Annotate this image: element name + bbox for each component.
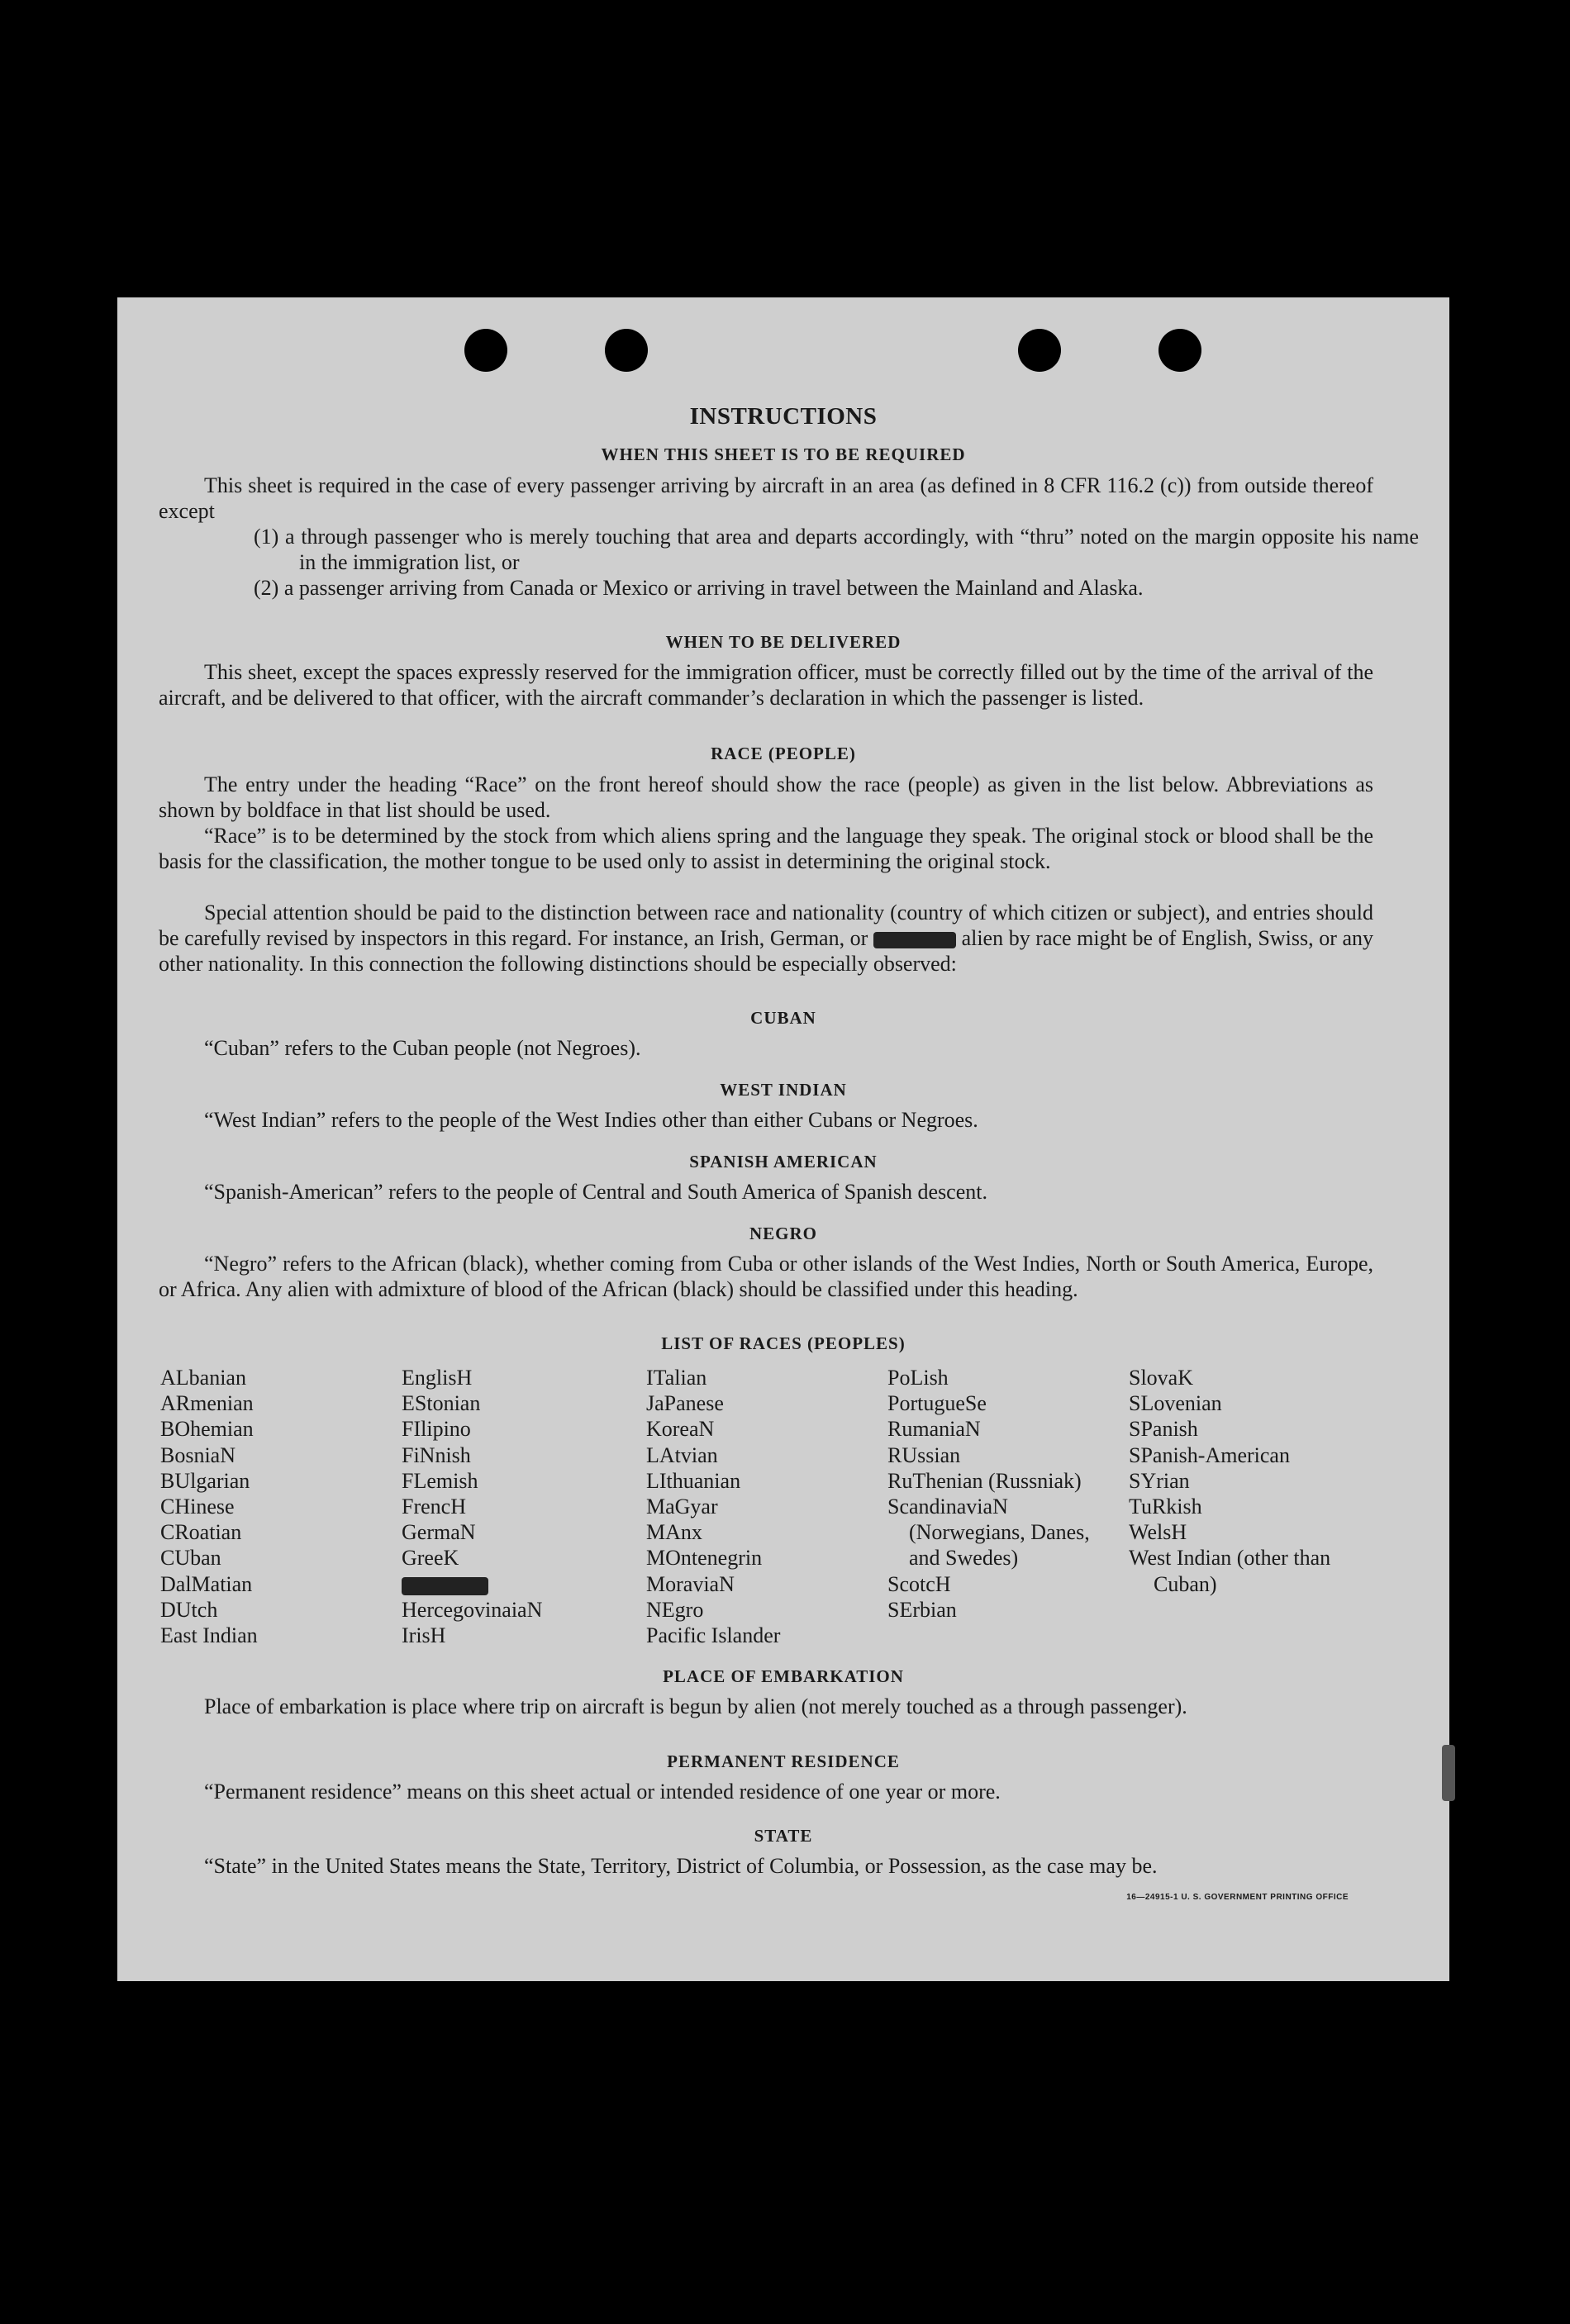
race-entry: East Indian <box>160 1623 258 1648</box>
heading-west-indian: WEST INDIAN <box>720 1080 847 1100</box>
punch-hole <box>1158 329 1201 372</box>
race-entry: LIthuanian <box>646 1468 741 1493</box>
west-indian-text: “West Indian” refers to the people of the West Indies other than either Cubans or Negroes. <box>204 1108 978 1132</box>
race-entry: KoreaN <box>646 1417 715 1442</box>
race-entry: EnglisH <box>402 1366 473 1390</box>
heading-race: RACE (PEOPLE) <box>711 744 856 763</box>
race-entry: ITalian <box>646 1366 707 1390</box>
race-entry: MaGyar <box>646 1495 718 1519</box>
race-entry: ARmenian <box>160 1391 254 1416</box>
page-title: INSTRUCTIONS <box>689 403 878 430</box>
race-entry: MoraviaN <box>646 1571 735 1596</box>
when-delivered-text: This sheet, except the spaces expressly reserved for the immigration officer, must be correctly filled out by the time of the arrival of the aircraft, and be delivered to that officer, with the aircraft commander’s declaration in which the passenger is listed. <box>159 660 1373 710</box>
race-entry: BOhemian <box>160 1417 254 1442</box>
race-entry: FLemish <box>402 1468 478 1493</box>
race-entry: SLovenian <box>1129 1391 1222 1416</box>
heading-list-of-races: LIST OF RACES (PEOPLES) <box>661 1333 906 1353</box>
exception-item-2: (2) a passenger arriving from Canada or Mexico or arriving in travel between the Mainland and Alaska. <box>254 576 1144 600</box>
race-entry-redacted <box>402 1571 625 1597</box>
race-entry: ALbanian <box>160 1366 246 1390</box>
paper-clip-edge <box>1442 1745 1455 1801</box>
race-entry: IrisH <box>402 1623 446 1648</box>
race-entry: CRoatian <box>160 1520 242 1545</box>
race-paragraph-1: The entry under the heading “Race” on the front hereof should show the race (people) as given in the list below. Abbreviations as shown by boldface in that list should be used. <box>159 772 1373 822</box>
spanish-american-text: “Spanish-American” refers to the people of Central and South America of Spanish descent. <box>204 1180 987 1204</box>
when-required-intro: This sheet is required in the case of every passenger arriving by aircraft in an area (as defined in 8 CFR 116.2 (c)) from outside thereof except <box>159 473 1373 523</box>
race-entry: PortugueSe <box>887 1391 987 1416</box>
race-entry: DalMatian <box>160 1571 253 1596</box>
race-entry: SYrian <box>1129 1468 1190 1493</box>
race-entry: EStonian <box>402 1391 481 1416</box>
race-entry: SErbian <box>887 1597 957 1622</box>
race-entry: SPanish <box>1129 1417 1198 1442</box>
heading-negro: NEGRO <box>749 1224 817 1243</box>
state-text: “State” in the United States means the State, Territory, District of Columbia, or Possession, as the case may be. <box>204 1854 1158 1878</box>
race-entry: TuRkish <box>1129 1495 1202 1519</box>
punch-hole <box>605 329 648 372</box>
punch-hole <box>1018 329 1061 372</box>
exception-item-1: (1) a through passenger who is merely touching that area and departs accordingly, with “thru” noted on the margin opposite his name in the immigration list, or <box>254 525 1419 574</box>
heading-place-of-embarkation: PLACE OF EMBARKATION <box>663 1666 904 1686</box>
heading-cuban: CUBAN <box>750 1008 816 1028</box>
residence-text: “Permanent residence” means on this sheet actual or intended residence of one year or more. <box>204 1780 1001 1804</box>
race-entry: ScandinaviaN (Norwegians, Danes, and Swedes) <box>887 1495 1090 1571</box>
redaction-mark <box>873 932 956 948</box>
race-entry: FrencH <box>402 1495 466 1519</box>
race-entry: HercegovinaiaN <box>402 1597 543 1622</box>
negro-text: “Negro” refers to the African (black), whether coming from Cuba or other islands of the West Indies, North or South America, Europe, or Africa. Any alien with admixture of blood of the African (black) should be classified under this heading. <box>159 1252 1373 1301</box>
race-entry: JaPanese <box>646 1391 724 1416</box>
race-entry: BosniaN <box>160 1442 236 1467</box>
race-entry: GreeK <box>402 1546 459 1571</box>
race-paragraph-2: “Race” is to be determined by the stock from which aliens spring and the language they speak. The original stock or blood shall be the basis for the classification, the mother tongue to be used only to assist in determining the original stock. <box>159 824 1373 873</box>
races-column-3 <box>646 1365 878 1648</box>
races-column-1 <box>160 1365 383 1648</box>
race-entry: SlovaK <box>1129 1366 1193 1390</box>
race-entry: LAtvian <box>646 1442 718 1467</box>
race-entry: Pacific Islander <box>646 1623 781 1648</box>
races-column-5 <box>1129 1365 1344 1597</box>
race-paragraph-3-end: alien by race might be of English, Swiss, or any other nationality. In this connection the following distinctions should be especially observed: <box>159 926 1373 976</box>
race-entry: RumaniaN <box>887 1417 981 1442</box>
races-column-4 <box>887 1365 1104 1623</box>
race-entry: GermaN <box>402 1520 476 1545</box>
instruction-sheet <box>117 297 1449 1981</box>
heading-state: STATE <box>754 1826 813 1846</box>
race-entry: PoLish <box>887 1366 949 1390</box>
heading-when-delivered: WHEN TO BE DELIVERED <box>665 632 902 652</box>
race-entry: FIlipino <box>402 1417 471 1442</box>
race-entry: MAnx <box>646 1520 702 1545</box>
race-entry: West Indian (other than Cuban) <box>1129 1546 1331 1596</box>
race-entry: ScotcH <box>887 1571 951 1596</box>
cuban-text: “Cuban” refers to the Cuban people (not Negroes). <box>204 1036 641 1060</box>
race-entry: WelsH <box>1129 1520 1187 1545</box>
race-entry: NEgro <box>646 1597 704 1622</box>
race-paragraph-3-start: Special attention should be paid to the distinction between race and nationality (country of which citizen or subject), and entries should be carefully revised by inspectors in this regard. For instance, an Irish, German, or <box>159 901 1373 950</box>
embarkation-text: Place of embarkation is place where trip on aircraft is begun by alien (not merely touched as a through passenger). <box>204 1694 1187 1718</box>
race-entry: CHinese <box>160 1495 235 1519</box>
races-column-2 <box>402 1365 625 1648</box>
race-entry: BUlgarian <box>160 1468 250 1493</box>
heading-when-required: WHEN THIS SHEET IS TO BE REQUIRED <box>601 444 966 464</box>
race-entry: FiNnish <box>402 1442 471 1467</box>
race-entry: DUtch <box>160 1597 218 1622</box>
race-entry: CUban <box>160 1546 221 1571</box>
race-paragraph-3 <box>159 900 1373 977</box>
heading-permanent-residence: PERMANENT RESIDENCE <box>667 1751 900 1771</box>
race-entry: RUssian <box>887 1442 961 1467</box>
race-entry: SPanish-American <box>1129 1442 1290 1467</box>
punch-hole <box>464 329 507 372</box>
print-code: 16—24915-1 U. S. GOVERNMENT PRINTING OFFICE <box>1126 1893 1349 1902</box>
redaction-mark <box>402 1577 488 1595</box>
heading-spanish-american: SPANISH AMERICAN <box>689 1152 878 1172</box>
race-entry: MOntenegrin <box>646 1546 763 1571</box>
race-entry: RuThenian (Russniak) <box>887 1468 1082 1493</box>
